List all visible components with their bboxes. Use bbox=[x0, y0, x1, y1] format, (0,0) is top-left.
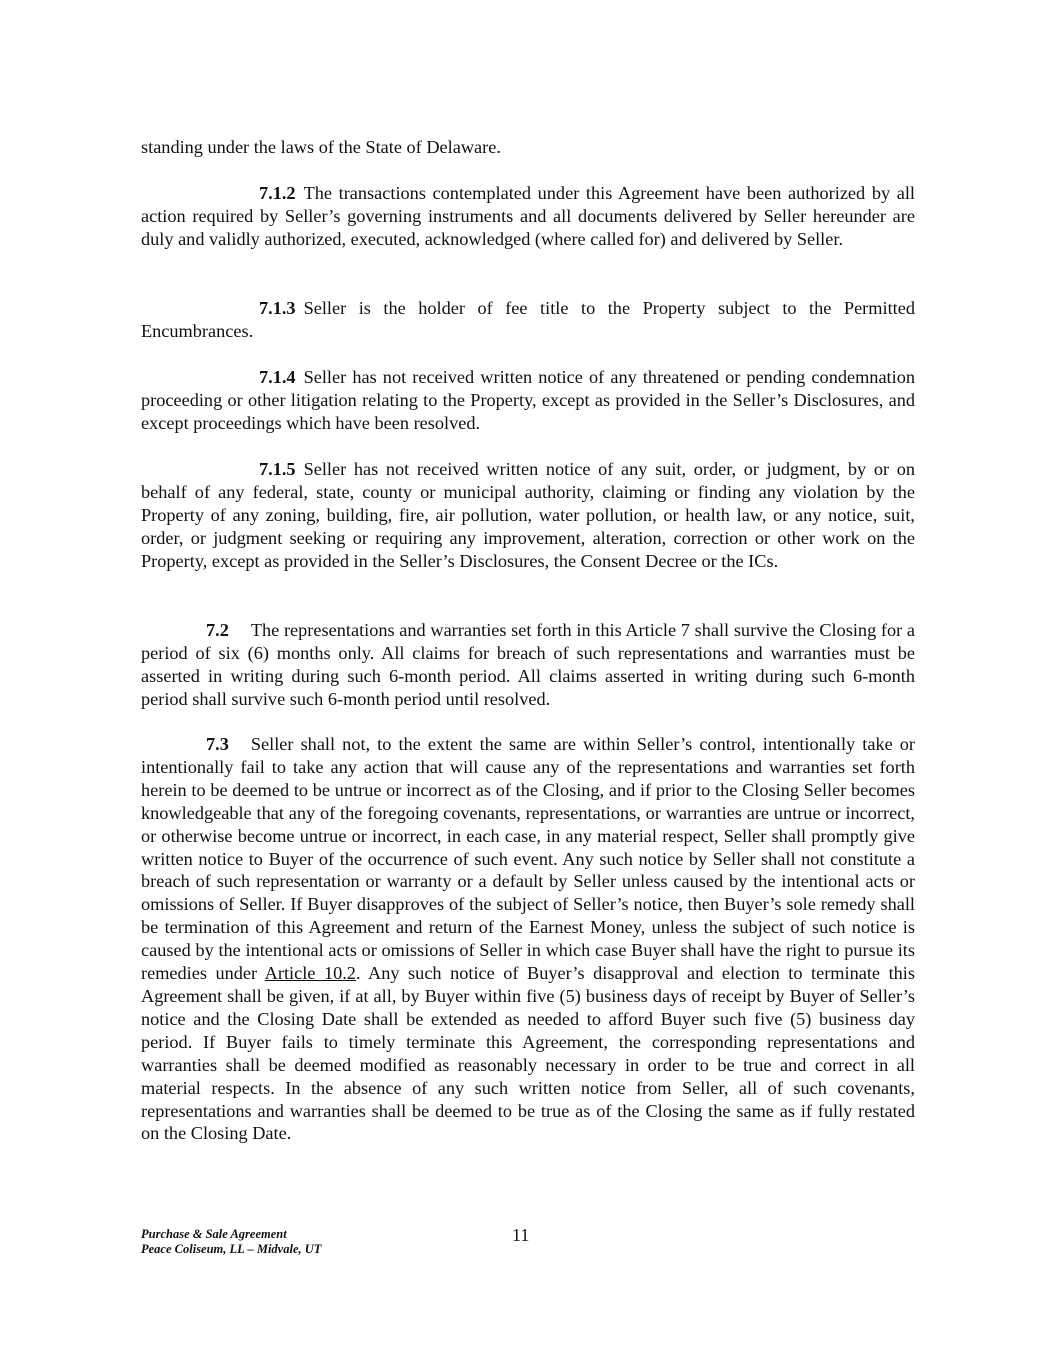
section-number: 7.1.3 bbox=[259, 298, 296, 318]
section-7-1-3 bbox=[141, 297, 915, 343]
section-text: The representations and warranties set forth in this Article 7 shall survive the Closing for a period of six (6) months only. All claims for breach of such representations and warranties must be asserted in writing during such 6-month period. All claims asserted in writing during such 6-month period shall survive such 6-month period until resolved. bbox=[141, 620, 915, 709]
continuation-text: standing under the laws of the State of Delaware. bbox=[141, 137, 501, 157]
footer-title: Purchase & Sale Agreement bbox=[141, 1227, 287, 1241]
article-reference-link[interactable]: Article 10.2 bbox=[264, 963, 356, 984]
section-number: 7.2 bbox=[206, 620, 229, 640]
section-text: Seller has not received written notice of any threatened or pending condemnation proceeding or other litigation relating to the Property, except as provided in the Seller’s Disclosures, and except proceedings which have been resolved. bbox=[141, 367, 915, 433]
section-number: 7.3 bbox=[206, 734, 229, 754]
section-7-2 bbox=[141, 619, 915, 711]
section-text-continued: . Any such notice of Buyer’s disapproval and election to terminate this Agreement shall be given, if at all, by Buyer within five (5) business days of receipt by Buyer of Seller’s notice and the Closing Date shall be extended as needed to afford Buyer such five (5) business day period. If Buyer fails to timely terminate this Agreement, the corresponding representations and warranties shall be deemed modified as reasonably necessary in order to be true and correct in all material respects. In the absence of any such written notice from Seller, all of such covenants, representations and warranties shall be deemed to be true as of the Closing the same as if fully restated on the Closing Date. bbox=[141, 963, 915, 1144]
page-number: 11 bbox=[512, 1225, 530, 1245]
section-text: Seller has not received written notice of any suit, order, or judgment, by or on behalf of any federal, state, county or municipal authority, claiming or finding any violation by the Property of any zoning, building, fire, air pollution, water pollution, or health law, or any notice, suit, order, or judgment seeking or requiring any improvement, alteration, correction or other work on the Property, except as provided in the Seller’s Disclosures, the Consent Decree or the ICs. bbox=[141, 459, 915, 571]
section-7-1-2 bbox=[141, 182, 915, 251]
section-7-1-5 bbox=[141, 458, 915, 573]
section-number: 7.1.4 bbox=[259, 367, 296, 387]
section-text: Seller shall not, to the extent the same are within Seller’s control, intentionally take or intentionally fail to take any action that will cause any of the representations and warranties set forth herein to be deemed to be untrue or incorrect as of the Closing, and if prior to the Closing Seller becomes knowledgeable that any of the foregoing covenants, representations, or warranties are untrue or incorrect, or otherwise become untrue or incorrect, in each case, in any material respect, Seller shall promptly give written notice to Buyer of the occurrence of such event. Any such notice by Seller shall not constitute a breach of such representation or warranty or a default by Seller unless caused by the intentional acts or omissions of Seller. If Buyer disapproves of the subject of Seller’s notice, then Buyer’s sole remedy shall be termination of this Agreement and return of the Earnest Money, unless the subject of such notice is caused by the intentional acts or omissions of Seller in which case Buyer shall have the right to pursue its remedies under bbox=[141, 734, 915, 984]
section-7-1-4 bbox=[141, 366, 915, 435]
footer-subtitle: Peace Coliseum, LL – Midvale, UT bbox=[141, 1242, 322, 1256]
footer-document-title bbox=[141, 1227, 321, 1257]
section-7-3 bbox=[141, 733, 915, 1145]
continuation-paragraph bbox=[141, 136, 915, 159]
section-text: Seller is the holder of fee title to the Property subject to the Permitted Encumbrances. bbox=[141, 298, 915, 341]
section-number: 7.1.5 bbox=[259, 459, 296, 479]
section-text: The transactions contemplated under this Agreement have been authorized by all action required by Seller’s governing instruments and all documents delivered by Seller hereunder are duly and validly authorized, executed, acknowledged (where called for) and delivered by Seller. bbox=[141, 183, 915, 249]
section-number: 7.1.2 bbox=[259, 183, 296, 203]
